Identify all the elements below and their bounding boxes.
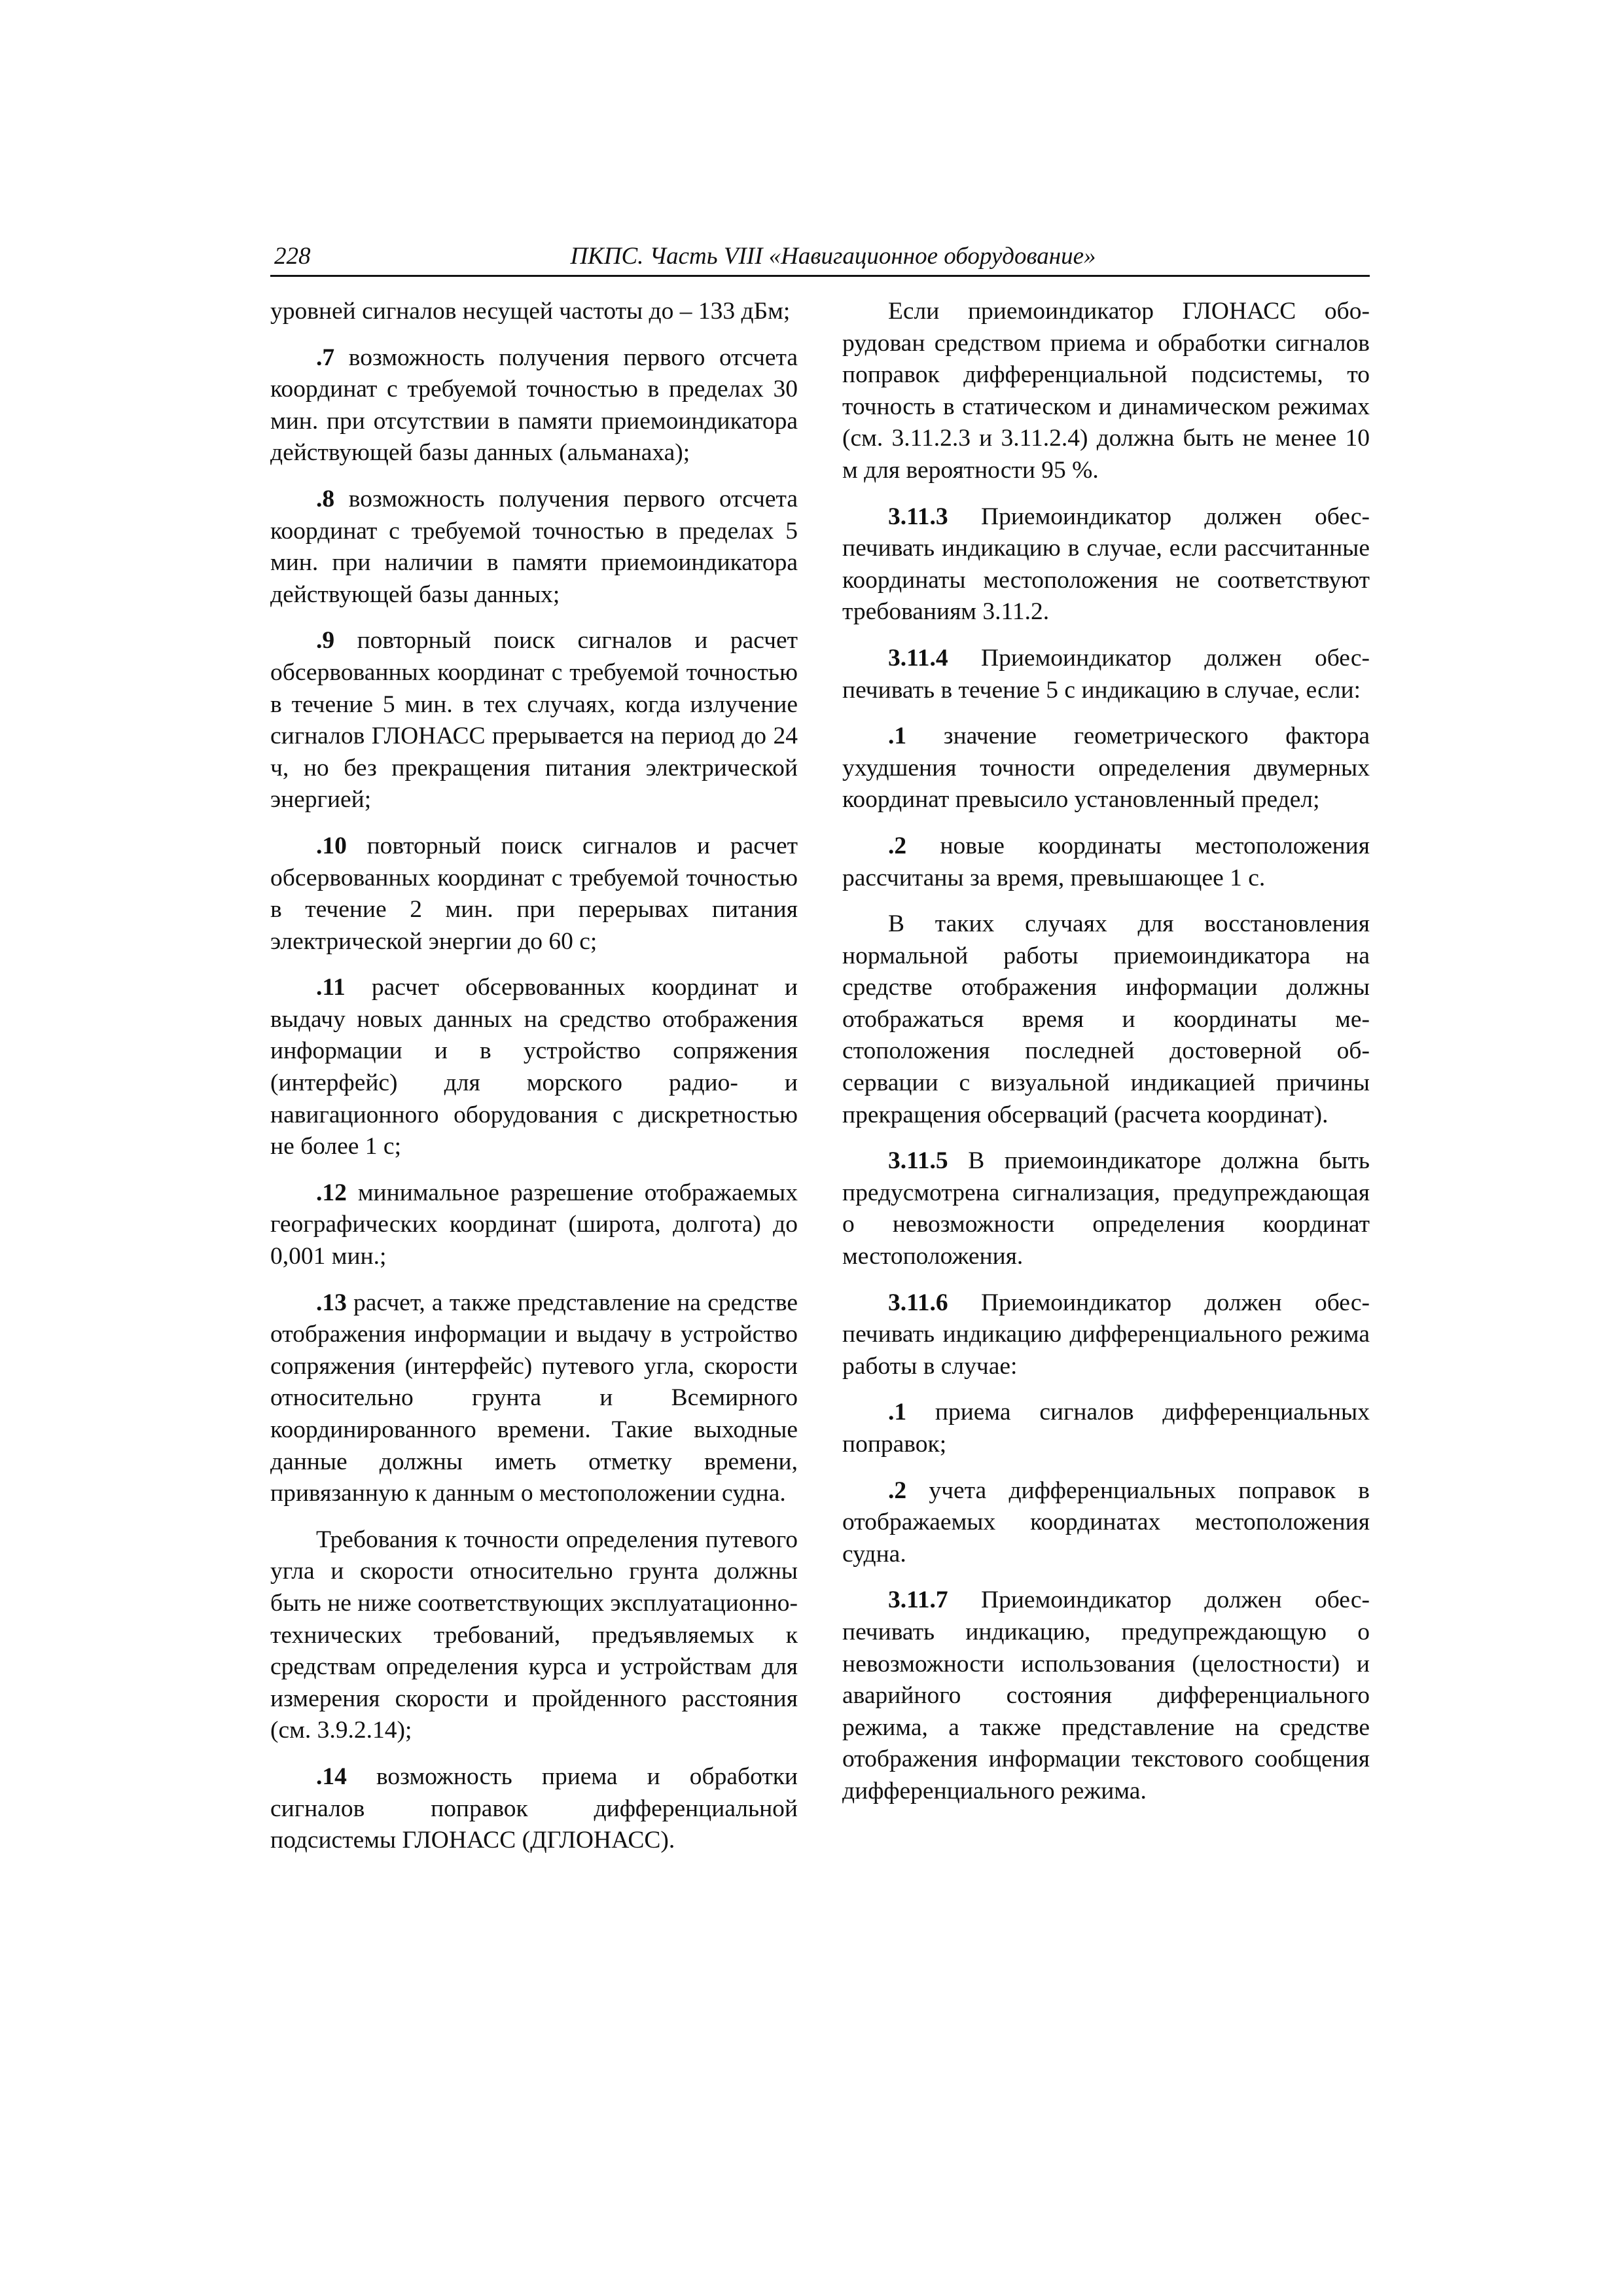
paragraph-text: Приемоиндикатор должен обеспечивать индикацию в случае, если рассчитанные координаты местоположения не соответствуют требованиям 3.11.2. bbox=[842, 503, 1370, 626]
paragraph bbox=[270, 296, 798, 328]
paragraph-text: Если приемоиндикатор ГЛОНАСС оборудован средством приема и обработки сигналов поправок дифференциальной подсистемы, то точность в статическом и динамическом режимах (см. 3.11.2.3 и 3.11.2.4) должна быть не менее 10 м для вероятности 95 %. bbox=[842, 298, 1370, 484]
paragraph bbox=[270, 342, 798, 469]
item-number: .14 bbox=[316, 1763, 347, 1790]
section-number: 3.11.7 bbox=[888, 1587, 948, 1614]
paragraph bbox=[842, 1475, 1370, 1571]
paragraph-text: значение геометрического фактора ухудшения точности определения двумерных координат превысило установленный предел; bbox=[842, 723, 1370, 814]
section-number: 3.11.3 bbox=[888, 503, 948, 530]
paragraph bbox=[270, 1287, 798, 1510]
paragraph bbox=[842, 1145, 1370, 1272]
left-column bbox=[270, 296, 798, 1857]
paragraph-text: возможность получения первого отсчета координат с требуемой точностью в пределах 5 мин. при наличии в памяти приемоиндикатора действующей базы данных; bbox=[270, 485, 798, 608]
item-number: .11 bbox=[316, 974, 346, 1001]
paragraph bbox=[270, 972, 798, 1163]
item-number: .13 bbox=[316, 1289, 347, 1316]
paragraph bbox=[842, 831, 1370, 894]
paragraph-text: расчет, а также представление на средстве отображения информации и выдачу в устройство сопряжения (интерфейс) путевого угла, скорости относительно грунта и Всемирного координированного времени. Такие выходные данные должны иметь отметку времени, привязанную к данным о местоположении судна. bbox=[270, 1289, 798, 1507]
paragraph-text: Приемоиндикатор должен обеспечивать индикацию, предупреждающую о невозможности использования (целостности) и аварийного состояния дифференциального режима, а также представление на средстве отображения информации текстового сообщения дифференциального режима. bbox=[842, 1587, 1370, 1804]
paragraph-text: возможность получения первого отсчета координат с требуемой точностью в пределах 30 мин. при отсутствии в памяти приемоиндикатора действующей базы данных (альманаха); bbox=[270, 344, 798, 467]
paragraph bbox=[270, 1524, 798, 1747]
item-number: .12 bbox=[316, 1179, 347, 1206]
paragraph bbox=[842, 296, 1370, 487]
paragraph-text: расчет обсервованных координат и выдачу новых данных на средство отображения информации и в устройство сопряжения (интерфейс) для морского радио- и навигационного оборудования с дискретностью не более 1 с; bbox=[270, 974, 798, 1160]
paragraph-text: новые координаты местоположения рассчитаны за время, превышающее 1 с. bbox=[842, 832, 1370, 891]
paragraph bbox=[842, 501, 1370, 628]
paragraph bbox=[270, 484, 798, 611]
section-number: 3.11.4 bbox=[888, 644, 948, 672]
item-number: .2 bbox=[888, 832, 907, 859]
item-number: .1 bbox=[888, 723, 907, 750]
item-number: .7 bbox=[316, 344, 335, 371]
item-number: .10 bbox=[316, 832, 347, 859]
paragraph bbox=[842, 721, 1370, 816]
item-number: .8 bbox=[316, 485, 335, 512]
paragraph bbox=[842, 908, 1370, 1131]
paragraph bbox=[842, 643, 1370, 706]
paragraph-text: повторный поиск сигналов и расчет обсервованных координат с требуемой точностью в течение 5 мин. в тех случаях, когда излучение сигналов ГЛОНАСС прерывается на период до 24 ч, но без прекращения питания электрической энергией; bbox=[270, 627, 798, 814]
paragraph bbox=[842, 1287, 1370, 1383]
paragraph bbox=[270, 1761, 798, 1857]
paragraph-text: минимальное разрешение отображаемых географических координат (широта, долгота) до 0,001 мин.; bbox=[270, 1179, 798, 1270]
item-number: .2 bbox=[888, 1477, 907, 1504]
running-title: ПКПС. Часть VIII «Навигационное оборудование» bbox=[570, 243, 1096, 270]
section-number: 3.11.5 bbox=[888, 1147, 948, 1175]
paragraph bbox=[270, 831, 798, 958]
paragraph-text: Приемоиндикатор должен обеспечивать индикацию дифференциального режима работы в случае: bbox=[842, 1289, 1370, 1380]
right-column bbox=[842, 296, 1370, 1808]
section-number: 3.11.6 bbox=[888, 1289, 948, 1316]
item-number: .1 bbox=[888, 1399, 907, 1426]
paragraph-text: учета дифференциальных поправок в отображаемых координатах местоположения судна. bbox=[842, 1477, 1370, 1568]
paragraph bbox=[270, 625, 798, 816]
paragraph-text: В приемоиндикаторе должна быть предусмотрена сигнализация, предупреждающая о невозможности определения координат местоположения. bbox=[842, 1147, 1370, 1270]
paragraph-text: повторный поиск сигналов и расчет обсервованных координат с требуемой точностью в течение 2 мин. при перерывах питания электрической энергии до 60 с; bbox=[270, 832, 798, 955]
paragraph-text: Требования к точности определения путевого угла и скорости относительно грунта должны быть не ниже соответствующих эксплуатационно-технических требований, предъявляемых к средствам определения курса и устройствам для измерения скорости и пройденного расстояния (см. 3.9.2.14); bbox=[270, 1526, 798, 1744]
paragraph-text: возможность приема и обработки сигналов поправок дифференциальной подсистемы ГЛОНАСС (ДГЛОНАСС). bbox=[270, 1763, 798, 1854]
page-header bbox=[270, 238, 1370, 277]
paragraph-text: приема сигналов дифференциальных поправок; bbox=[842, 1399, 1370, 1458]
page-number: 228 bbox=[274, 243, 311, 270]
paragraph bbox=[270, 1177, 798, 1273]
paragraph-text: Приемоиндикатор должен обеспечивать в течение 5 с индикацию в случае, если: bbox=[842, 644, 1370, 704]
paragraph bbox=[842, 1585, 1370, 1807]
paragraph bbox=[842, 1397, 1370, 1460]
paragraph-text: уровней сигналов несущей частоты до – 133 дБм; bbox=[270, 298, 791, 325]
item-number: .9 bbox=[316, 627, 335, 655]
paragraph-text: В таких случаях для восстановления нормальной работы приемоиндикатора на средстве отображения информации должны отображаться время и координаты местоположения последней достоверной обсервации с визуальной индикацией причины прекращения обсерваций (расчета координат). bbox=[842, 910, 1370, 1128]
